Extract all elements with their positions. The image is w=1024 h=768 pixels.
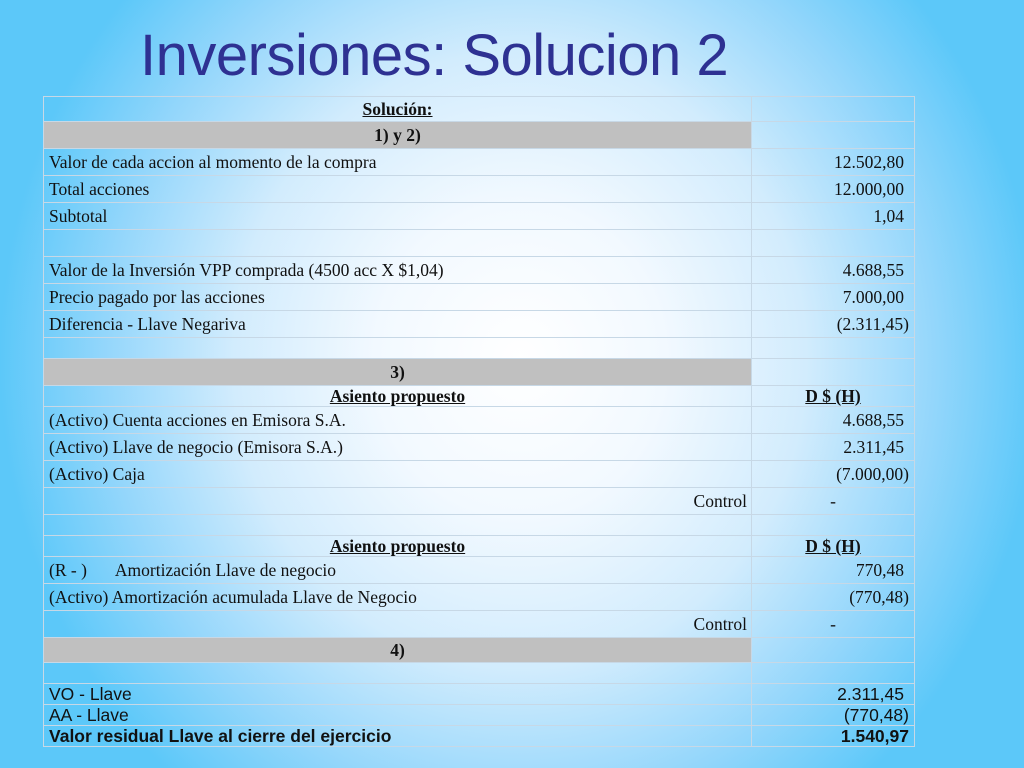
asiento-1-control-value: -	[752, 488, 915, 515]
asiento-1-row-label: (Activo) Cuenta acciones en Emisora S.A.	[44, 407, 752, 434]
table-row	[44, 203, 915, 230]
valor-inversion-label: Valor de la Inversión VPP comprada (4500 acc X $1,04)	[44, 257, 752, 284]
empty-cell	[752, 230, 915, 257]
vo-llave-label: VO - Llave	[44, 684, 752, 705]
asiento-1-row-label: (Activo) Llave de negocio (Emisora S.A.)	[44, 434, 752, 461]
solution-table	[43, 96, 915, 747]
section-3-header: 3)	[44, 359, 752, 386]
table-row	[44, 638, 915, 663]
empty-cell	[752, 359, 915, 386]
asiento-1-row-label: (Activo) Caja	[44, 461, 752, 488]
table-row	[44, 386, 915, 407]
empty-cell	[752, 515, 915, 536]
asiento-2-debit-credit-header: D $ (H)	[752, 536, 915, 557]
table-row	[44, 149, 915, 176]
asiento-2-row-value: 770,48	[752, 557, 915, 584]
table-row	[44, 684, 915, 705]
valor-residual-label: Valor residual Llave al cierre del ejercicio	[44, 726, 752, 747]
aa-llave-label: AA - Llave	[44, 705, 752, 726]
table-row	[44, 536, 915, 557]
vo-llave-value: 2.311,45	[752, 684, 915, 705]
subtotal-label: Subtotal	[44, 203, 752, 230]
asiento-1-row-value: (7.000,00)	[752, 461, 915, 488]
table-row	[44, 257, 915, 284]
asiento-1-control-label: Control	[44, 488, 752, 515]
table-row	[44, 311, 915, 338]
asiento-2-header: Asiento propuesto	[44, 536, 752, 557]
table-row	[44, 407, 915, 434]
empty-cell	[752, 97, 915, 122]
asiento-1-row-value: 4.688,55	[752, 407, 915, 434]
diferencia-label: Diferencia - Llave Negariva	[44, 311, 752, 338]
asiento-2-control-value: -	[752, 611, 915, 638]
diferencia-value: (2.311,45)	[752, 311, 915, 338]
precio-pagado-value: 7.000,00	[752, 284, 915, 311]
valor-inversion-value: 4.688,55	[752, 257, 915, 284]
table-row	[44, 338, 915, 359]
table-row	[44, 705, 915, 726]
table-row	[44, 663, 915, 684]
empty-cell	[752, 638, 915, 663]
asiento-2-control-label: Control	[44, 611, 752, 638]
asiento-2-row-value: (770,48)	[752, 584, 915, 611]
empty-cell	[44, 515, 752, 536]
empty-cell	[752, 338, 915, 359]
asiento-1-header: Asiento propuesto	[44, 386, 752, 407]
table-row	[44, 97, 915, 122]
asiento-2-row-text: Amortización Llave de negocio	[114, 560, 336, 580]
empty-cell	[44, 663, 752, 684]
table-row	[44, 284, 915, 311]
total-acciones-value: 12.000,00	[752, 176, 915, 203]
table-row	[44, 611, 915, 638]
table-row	[44, 461, 915, 488]
asiento-2-row-label	[44, 557, 752, 584]
empty-cell	[44, 230, 752, 257]
asiento-2-row-prefix: (R - )	[49, 560, 87, 580]
table-row	[44, 359, 915, 386]
table-row	[44, 230, 915, 257]
section-1-2-header: 1) y 2)	[44, 122, 752, 149]
table-row	[44, 584, 915, 611]
table-row	[44, 176, 915, 203]
table-row	[44, 557, 915, 584]
asiento-1-row-value: 2.311,45	[752, 434, 915, 461]
table-row	[44, 726, 915, 747]
subtotal-value: 1,04	[752, 203, 915, 230]
solution-header: Solución:	[44, 97, 752, 122]
aa-llave-value: (770,48)	[752, 705, 915, 726]
table-row	[44, 122, 915, 149]
page-title: Inversiones: Solucion 2	[140, 23, 729, 88]
section-4-header: 4)	[44, 638, 752, 663]
valor-accion-value: 12.502,80	[752, 149, 915, 176]
precio-pagado-label: Precio pagado por las acciones	[44, 284, 752, 311]
empty-cell	[44, 338, 752, 359]
table-row	[44, 434, 915, 461]
asiento-2-row-label: (Activo) Amortización acumulada Llave de Negocio	[44, 584, 752, 611]
valor-residual-value: 1.540,97	[752, 726, 915, 747]
table-row	[44, 488, 915, 515]
asiento-1-debit-credit-header: D $ (H)	[752, 386, 915, 407]
table-row	[44, 515, 915, 536]
empty-cell	[752, 122, 915, 149]
valor-accion-label: Valor de cada accion al momento de la compra	[44, 149, 752, 176]
empty-cell	[752, 663, 915, 684]
total-acciones-label: Total acciones	[44, 176, 752, 203]
